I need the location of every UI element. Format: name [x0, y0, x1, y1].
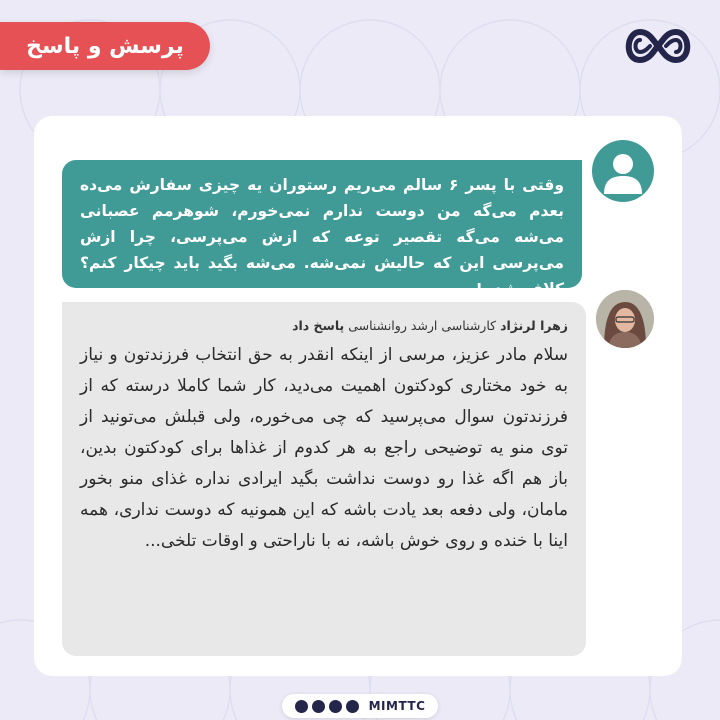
answer-bubble [62, 302, 586, 656]
question-text: وقتی با پسر ۶ سالم می‌ریم رستوران یه چیزی سفارش می‌ده بعدم می‌گه من دوست ندارم نمی‌خورم، شوهرمم عصبانی می‌شه می‌گه تقصیر توعه که ازش می‌پرسی، چرا ازش می‌پرسی این که حالیش نمی‌شه. می‌شه بگید باید چیکار کنم؟ کلافه شدم! [80, 176, 564, 298]
infinity-logo-icon [618, 22, 698, 70]
footer-social [282, 694, 438, 718]
answered-tag: پاسخ داد [292, 318, 345, 333]
expert-photo [596, 290, 654, 348]
expert-role: کارشناسی ارشد روانشناسی [348, 318, 497, 333]
eitaa-icon[interactable] [329, 700, 342, 713]
badge-label: پرسش و پاسخ [26, 33, 184, 59]
instagram-icon[interactable] [346, 700, 359, 713]
telegram-icon[interactable] [295, 700, 308, 713]
section-badge [0, 22, 210, 70]
user-icon [592, 140, 654, 202]
footer-handle[interactable]: MIMTTC [368, 699, 426, 713]
expert-name: زهرا لرنژاد [500, 318, 568, 333]
answer-text: سلام مادر عزیز، مرسی از اینکه انقدر به حق انتخاب فرزندتون و نیاز به خود مختاری کودکتون اهمیت می‌دید، کار شما کاملا درسته که از فرزندتون سوال می‌پرسید که چی می‌خوره، ولی قبلش می‌تونید از توی منو یه توضیحی راجع به هر کدوم از غذاها برای کودکتون بدین، باز هم اگه غذا رو دوست نداشت بگید ایرادی نداره غذای منو بخور مامان، ولی دفعه بعد یادت باشه که این همونیه که دوست نداری، همه اینا با خنده و روی خوش باشه، نه با ناراحتی و اوقات تلخی... [80, 345, 568, 551]
bale-icon[interactable] [312, 700, 325, 713]
answer-meta [80, 316, 568, 336]
question-bubble [62, 160, 582, 298]
